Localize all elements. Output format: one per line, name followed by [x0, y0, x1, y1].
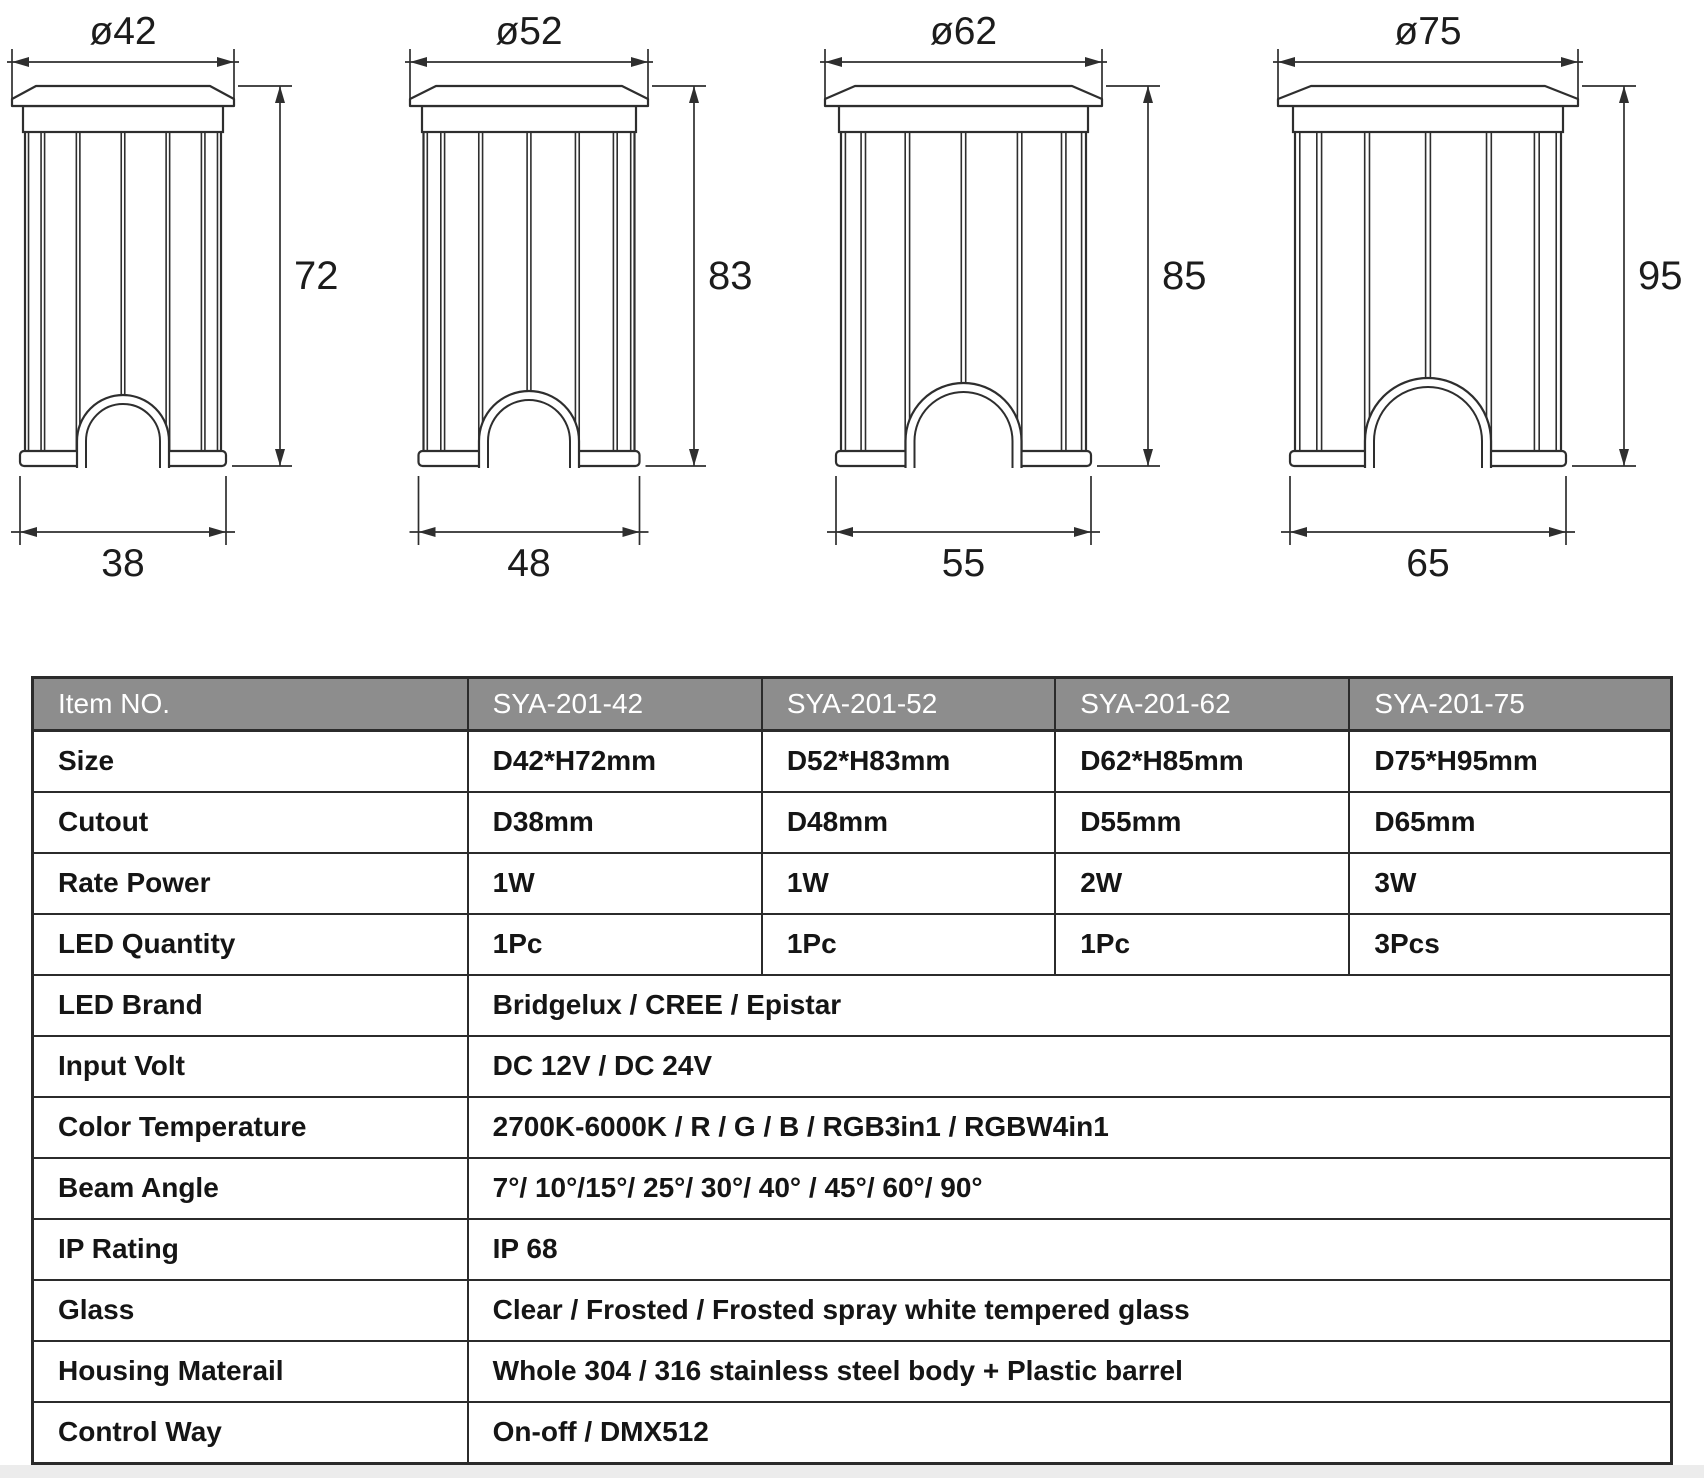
dimension-arrow	[1619, 449, 1629, 466]
row-value: 3W	[1349, 853, 1671, 914]
diameter-label: ø52	[495, 10, 563, 53]
fixture-cap	[825, 86, 1102, 106]
row-label: Cutout	[33, 792, 468, 853]
row-value: 1W	[468, 853, 762, 914]
row-value-span: 2700K-6000K / R / G / B / RGB3in1 / RGBW4in1	[468, 1097, 1672, 1158]
dimension-arrow	[20, 527, 37, 537]
dimension-arrow	[689, 86, 699, 103]
cutout-width-label: 48	[507, 542, 552, 582]
table-row	[33, 914, 1672, 975]
row-value: D75*H95mm	[1349, 731, 1671, 793]
table-header-item-no: Item NO.	[33, 678, 468, 731]
row-value: D38mm	[468, 792, 762, 853]
row-value-span: 7°/ 10°/15°/ 25°/ 30°/ 40° / 45°/ 60°/ 90°	[468, 1158, 1672, 1219]
row-label: Glass	[33, 1280, 468, 1341]
row-value: 1Pc	[468, 914, 762, 975]
cutout-dimension	[827, 476, 1100, 582]
row-value: 1W	[762, 853, 1055, 914]
row-value: 1Pc	[1055, 914, 1349, 975]
table-row	[33, 1341, 1672, 1402]
row-value: D62*H85mm	[1055, 731, 1349, 793]
row-label: LED Brand	[33, 975, 468, 1036]
fixture-arch-cutout	[1365, 378, 1491, 468]
row-value: D65mm	[1349, 792, 1671, 853]
table-row	[33, 1402, 1672, 1464]
row-label: Color Temperature	[33, 1097, 468, 1158]
row-value: D52*H83mm	[762, 731, 1055, 793]
table-row	[33, 975, 1672, 1036]
height-label: 83	[708, 254, 753, 298]
row-label: Beam Angle	[33, 1158, 468, 1219]
row-label: IP Rating	[33, 1219, 468, 1280]
fixture-collar	[1293, 106, 1563, 132]
height-label: 72	[294, 254, 339, 298]
fixture-cap	[12, 86, 234, 106]
table-row	[33, 792, 1672, 853]
table-row	[33, 1280, 1672, 1341]
dimension-arrow	[1278, 57, 1295, 67]
dimension-arrow	[12, 57, 29, 67]
fixture-cap	[1278, 86, 1578, 106]
dimension-arrow	[689, 449, 699, 466]
spec-table	[31, 676, 1673, 1465]
fixture-collar	[23, 106, 223, 132]
diameter-label: ø42	[89, 10, 157, 53]
table-row	[33, 1036, 1672, 1097]
dimension-arrow	[419, 527, 436, 537]
row-value-span: IP 68	[468, 1219, 1672, 1280]
height-label: 95	[1637, 254, 1683, 298]
table-row	[33, 853, 1672, 914]
dimension-arrow	[275, 449, 285, 466]
cutout-dimension	[410, 476, 649, 582]
cutout-width-label: 65	[1406, 542, 1450, 582]
dimension-arrow	[1143, 86, 1153, 103]
dimension-arrow	[1085, 57, 1102, 67]
dimension-arrow	[1561, 57, 1578, 67]
fixture-arch-cutout	[905, 383, 1021, 468]
row-label: Input Volt	[33, 1036, 468, 1097]
fixture-drawing-4	[1272, 2, 1694, 582]
fixture-drawing-1	[6, 2, 350, 582]
table-header-col-3: SYA-201-62	[1055, 678, 1349, 731]
row-value: 2W	[1055, 853, 1349, 914]
row-value-span: Bridgelux / CREE / Epistar	[468, 975, 1672, 1036]
row-label: Housing Materail	[33, 1341, 468, 1402]
cutout-width-label: 55	[941, 542, 985, 582]
fixture-arch-cutout	[77, 395, 169, 468]
technical-drawings	[0, 2, 1704, 582]
row-value-span: Clear / Frosted / Frosted spray white tempered glass	[468, 1280, 1672, 1341]
table-row	[33, 1158, 1672, 1219]
diameter-label: ø62	[929, 10, 997, 53]
table-row	[33, 1097, 1672, 1158]
table-row	[33, 731, 1672, 793]
height-dimension	[1097, 86, 1207, 466]
cutout-dimension	[1281, 476, 1575, 582]
row-label: LED Quantity	[33, 914, 468, 975]
dimension-arrow	[1549, 527, 1566, 537]
dimension-arrow	[631, 57, 648, 67]
dimension-arrow	[410, 57, 427, 67]
table-row	[33, 1219, 1672, 1280]
height-dimension	[1572, 86, 1683, 466]
dimension-arrow	[836, 527, 853, 537]
row-label: Control Way	[33, 1402, 468, 1464]
dimension-arrow	[1290, 527, 1307, 537]
height-dimension	[232, 86, 339, 466]
row-value-span: Whole 304 / 316 stainless steel body + Plastic barrel	[468, 1341, 1672, 1402]
bottom-strip	[0, 1465, 1704, 1478]
dimension-arrow	[825, 57, 842, 67]
dimension-arrow	[1619, 86, 1629, 103]
height-label: 85	[1161, 254, 1207, 298]
row-value-span: DC 12V / DC 24V	[468, 1036, 1672, 1097]
dimension-arrow	[1143, 449, 1153, 466]
row-value-span: On-off / DMX512	[468, 1402, 1672, 1464]
row-value: D42*H72mm	[468, 731, 762, 793]
fixture-drawing-2	[404, 2, 764, 582]
table-header-col-4: SYA-201-75	[1349, 678, 1671, 731]
fixture-collar	[422, 106, 636, 132]
height-dimension	[646, 86, 753, 466]
dimension-arrow	[209, 527, 226, 537]
table-header-col-2: SYA-201-52	[762, 678, 1055, 731]
fixture-drawing-3	[819, 2, 1218, 582]
row-value: D48mm	[762, 792, 1055, 853]
cutout-dimension	[11, 476, 235, 582]
cutout-width-label: 38	[101, 542, 145, 582]
diameter-label: ø75	[1394, 10, 1462, 53]
row-label: Rate Power	[33, 853, 468, 914]
table-header-row	[33, 678, 1672, 731]
dimension-arrow	[275, 86, 285, 103]
dimension-arrow	[217, 57, 234, 67]
row-label: Size	[33, 731, 468, 793]
dimension-arrow	[623, 527, 640, 537]
row-value: D55mm	[1055, 792, 1349, 853]
dimension-arrow	[1074, 527, 1091, 537]
table-header-col-1: SYA-201-42	[468, 678, 762, 731]
fixture-cap	[410, 86, 648, 106]
fixture-arch-cutout	[479, 391, 579, 468]
row-value: 3Pcs	[1349, 914, 1671, 975]
row-value: 1Pc	[762, 914, 1055, 975]
fixture-collar	[839, 106, 1088, 132]
